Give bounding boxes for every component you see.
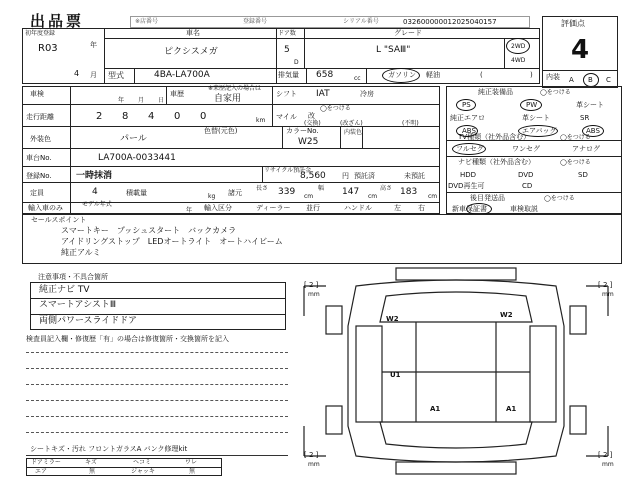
grade-value: L "SAⅢ" bbox=[376, 45, 411, 55]
color-code-value: W25 bbox=[298, 137, 319, 147]
interior-color-label: 内装色 bbox=[344, 129, 363, 136]
equip-item: PS bbox=[462, 101, 471, 109]
note-item: 純正ナビ TV bbox=[39, 285, 90, 295]
mm-label: mm bbox=[308, 461, 320, 468]
mileage-digit: 2 bbox=[96, 111, 103, 122]
color-change-label: 色替(元色) bbox=[204, 127, 238, 135]
rear-option: 新車保証書 bbox=[452, 205, 487, 213]
use-note: ※来歴記入の場合は bbox=[208, 85, 262, 92]
use-value: 自家用 bbox=[214, 94, 242, 104]
serial-value: 032600000012025040157 bbox=[403, 18, 497, 26]
inspection-month-unit: 月 bbox=[138, 97, 145, 104]
navi-option: SD bbox=[578, 171, 588, 179]
recycle-status2: 未預託 bbox=[404, 172, 425, 180]
mile-opt1: 改 bbox=[308, 112, 315, 120]
inspector-label: 検査員記入欄・修復歴「有」の場合は修復箇所・交換箇所を記入 bbox=[26, 335, 229, 343]
shift-label: シフト bbox=[276, 90, 297, 98]
sales-point-line: アイドリングストップ LEDオートライト オートハイビーム bbox=[61, 237, 283, 246]
grade-label: グレード bbox=[394, 29, 422, 37]
bracket-mark: [ 2 ] bbox=[598, 451, 613, 459]
model-label: 型式 bbox=[108, 71, 124, 80]
height-value: 183 bbox=[400, 187, 418, 197]
cd-label: CD bbox=[522, 182, 533, 190]
model-year-label: モデル年式 bbox=[82, 201, 112, 208]
note-item: 両側パワースライドドア bbox=[39, 316, 138, 326]
equip-item: 純正エアロ bbox=[450, 114, 485, 122]
damage-header: キズ bbox=[85, 459, 97, 466]
damage-mark: A1 bbox=[430, 405, 441, 413]
capacity-label: 定員 bbox=[30, 189, 44, 197]
first-reg-year: R03 bbox=[38, 43, 58, 54]
exterior-color-value: パール bbox=[120, 134, 147, 144]
drive-4wd: 4WD bbox=[511, 57, 526, 64]
equip-item: エアバッグ bbox=[522, 127, 557, 135]
fuel-gasoline: ガソリン bbox=[388, 71, 416, 79]
page-title: 出品票 bbox=[30, 12, 85, 30]
rear-label: 後目発送品 bbox=[470, 194, 505, 202]
reg-value: 一時抹消 bbox=[76, 171, 113, 181]
shift-value: IAT bbox=[316, 89, 330, 99]
height-label: 高さ bbox=[380, 185, 393, 192]
width-value: 147 bbox=[342, 187, 360, 197]
mileage-digit: 0 bbox=[174, 111, 181, 122]
load-label: 積載量 bbox=[126, 189, 147, 197]
sales-point-line: 純正アルミ bbox=[61, 248, 101, 257]
store-no-label: ※店番号 bbox=[135, 18, 159, 25]
mileage-unit: km bbox=[256, 117, 266, 124]
car-name-value: ピクシスメガ bbox=[164, 47, 218, 57]
equip-item: PW bbox=[526, 101, 538, 109]
mileage-digit: 4 bbox=[148, 111, 155, 122]
mile-circle-note: ◯をつける bbox=[320, 105, 351, 112]
color-code-label: カラーNo. bbox=[286, 127, 319, 135]
height-unit: cm bbox=[428, 193, 438, 200]
equip-item: ABS bbox=[586, 127, 600, 135]
month-unit: 月 bbox=[90, 71, 97, 79]
year-unit: 年 bbox=[90, 41, 97, 49]
navi-option: DVD bbox=[518, 171, 534, 179]
navi-option: HDD bbox=[460, 171, 477, 179]
damage-value: エア bbox=[35, 468, 48, 475]
damage-mark: A1 bbox=[506, 405, 517, 413]
navi-note: ◯をつける bbox=[560, 159, 591, 166]
interior-label: 内装 bbox=[546, 73, 560, 81]
drive-2wd: 2WD bbox=[511, 43, 526, 50]
length-value: 339 bbox=[278, 187, 296, 197]
sales-points-label: セールスポイント bbox=[31, 216, 87, 224]
length-unit: cm bbox=[304, 193, 314, 200]
mileage-label: 走行距離 bbox=[26, 113, 54, 121]
damage-mark: W2 bbox=[500, 311, 513, 319]
car-name-label: 車名 bbox=[186, 29, 200, 37]
rear-note: ◯をつける bbox=[544, 195, 575, 202]
score-box bbox=[542, 16, 618, 88]
equip-item: 革シート bbox=[522, 114, 550, 122]
mm-label: mm bbox=[602, 461, 614, 468]
bracket-mark: [ 2 ] bbox=[304, 281, 319, 289]
interior-grade-a: A bbox=[569, 76, 574, 84]
model-value: 4BA-LA700A bbox=[154, 70, 210, 80]
damage-header: ヘコミ bbox=[133, 459, 152, 466]
equip-item: ABS bbox=[462, 127, 476, 135]
mileage-digit: 0 bbox=[200, 111, 207, 122]
chassis-value: LA700A-0033441 bbox=[98, 153, 176, 163]
chassis-label: 車台No. bbox=[26, 154, 52, 162]
door-value: 5 bbox=[284, 45, 290, 55]
notes-box bbox=[30, 282, 286, 330]
equip-note: ◯をつける bbox=[540, 89, 571, 96]
damage-table bbox=[26, 458, 222, 476]
damage-value: ジャッキ bbox=[131, 468, 155, 475]
damage-value: 無 bbox=[189, 468, 196, 475]
damage-header: ワレ bbox=[185, 459, 198, 466]
displacement-value: 658 bbox=[316, 70, 334, 80]
damage-mark: U1 bbox=[390, 371, 401, 379]
load-unit: kg bbox=[208, 193, 216, 200]
rear-option: 車検取説 bbox=[510, 205, 538, 213]
door-label: ドア数 bbox=[278, 30, 296, 37]
fuel-light: 軽油 bbox=[426, 71, 440, 79]
header-info-row bbox=[130, 16, 530, 28]
inspection-year-unit: 年 bbox=[118, 97, 125, 104]
ac-label: 冷房 bbox=[360, 90, 374, 98]
mm-label: mm bbox=[308, 291, 320, 298]
mile-opt3: (改ざん) bbox=[340, 120, 363, 127]
sales-points-box bbox=[22, 214, 622, 264]
interior-grade-c: C bbox=[606, 76, 611, 84]
recycle-label: リサイクル預託金 bbox=[264, 167, 312, 174]
length-label: 長さ bbox=[256, 185, 269, 192]
bracket-mark: [ 2 ] bbox=[598, 281, 613, 289]
damage-header: ドアミラー bbox=[31, 459, 61, 466]
reg-label: 登録No. bbox=[26, 172, 52, 180]
serial-label: シリアル番号 bbox=[343, 18, 379, 25]
drive-circle bbox=[506, 38, 530, 54]
equip-item: SR bbox=[580, 114, 590, 122]
handle-label: ハンドル bbox=[344, 204, 372, 212]
width-unit: cm bbox=[368, 193, 378, 200]
tv-option: ワンセグ bbox=[512, 145, 540, 153]
car-damage-diagram bbox=[296, 266, 626, 478]
model-year-unit: 年 bbox=[186, 207, 193, 214]
bracket-mark: [ 2 ] bbox=[304, 451, 319, 459]
mileage-digit: 8 bbox=[122, 111, 129, 122]
reg-no-label: 登録番号 bbox=[243, 18, 268, 25]
recycle-unit: 円 bbox=[342, 172, 349, 180]
dims-label: 諸元 bbox=[228, 189, 242, 197]
inspection-label: 車検 bbox=[30, 90, 44, 98]
mile-opt2: (交換) bbox=[304, 120, 321, 127]
tv-option: アナログ bbox=[572, 145, 600, 153]
fuel-circle bbox=[382, 68, 420, 83]
interior-grade-circle bbox=[583, 73, 599, 87]
first-reg-label: 初年度登録 bbox=[25, 30, 56, 37]
note-item: スマートアシストⅢ bbox=[39, 300, 117, 310]
navi-label: ナビ種類（社外品含む） bbox=[458, 158, 535, 166]
tv-note: ◯をつける bbox=[560, 134, 591, 141]
import-label: 輸入車のみ bbox=[28, 204, 63, 212]
first-reg-month: 4 bbox=[74, 69, 80, 78]
exterior-color-label: 外装色 bbox=[30, 135, 51, 143]
score-value: 4 bbox=[571, 35, 590, 65]
recycle-status1: 預託済 bbox=[354, 172, 375, 180]
equip-label: 純正装備品 bbox=[478, 88, 513, 96]
use-label: 車歴 bbox=[170, 90, 184, 98]
recycle-value: 8,560 bbox=[300, 171, 326, 181]
tv-option: フルセグ bbox=[456, 145, 484, 153]
equip-circle bbox=[456, 99, 476, 111]
damage-value: 無 bbox=[89, 468, 96, 475]
handle-left: 左 bbox=[394, 204, 401, 212]
interior-grade-b: B bbox=[588, 76, 593, 84]
tv-label: TV種類（社外品含む） bbox=[458, 133, 531, 141]
door-d: D bbox=[294, 59, 299, 66]
handle-right: 右 bbox=[418, 204, 425, 212]
sales-point-line: スマートキー プッシュスタート バックカメラ bbox=[61, 226, 237, 235]
import-parallel: 並行 bbox=[306, 204, 320, 212]
notes-label: 注意事項・不具合箇所 bbox=[38, 273, 108, 281]
mile-opt4: (不明) bbox=[402, 120, 419, 127]
mile-label: マイル bbox=[276, 113, 297, 121]
import-dealer: ディーラー bbox=[256, 204, 291, 212]
capacity-value: 4 bbox=[92, 187, 98, 197]
damage-mark: W2 bbox=[386, 315, 399, 323]
inspection-day-unit: 日 bbox=[158, 97, 165, 104]
import-type-label: 輸入区分 bbox=[204, 204, 232, 212]
displacement-label: 排気量 bbox=[278, 71, 299, 79]
score-label: 評価点 bbox=[561, 19, 585, 28]
mm-label: mm bbox=[602, 291, 614, 298]
equip-circle bbox=[520, 99, 542, 111]
equip-item: 革シート bbox=[576, 101, 604, 109]
inspector-comment: シートキズ・汚れ フロントガラスA バンク修理kit bbox=[30, 445, 188, 453]
displacement-unit: cc bbox=[354, 75, 361, 82]
width-label: 幅 bbox=[318, 185, 325, 192]
dvd-label: DVD再生可 bbox=[448, 182, 485, 190]
tv-circle bbox=[452, 143, 486, 155]
